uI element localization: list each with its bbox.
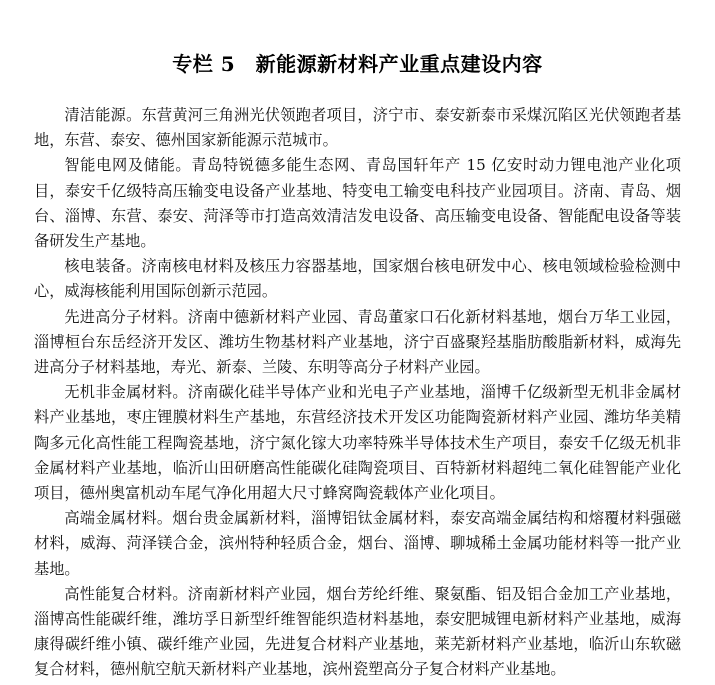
paragraph-high-performance-composites: 高性能复合材料。济南新材料产业园，烟台芳纶纤维、聚氨酯、铝及铝合金加工产业基地，淄博高性能碳纤维，潍坊孚日新型纤维智能织造材料基地，泰安肥城锂电新材料产业基地，威海康得碳纤维小镇、碳纤维产业园，先进复合材料产业基地，莱芜新材料产业基地，临沂山东软磁复合材料，德州航空航天新材料产业基地，滨州瓷塑高分子复合材料产业基地。 [34,584,681,679]
paragraph-inorganic-nonmetal-materials: 无机非金属材料。济南碳化硅半导体产业和光电子产业基地，淄博千亿级新型无机非金属材料产业基地，枣庄锂膜材料生产基地，东营经济技术开发区功能陶瓷新材料产业园、潍坊华美精陶多元化高性能工程陶瓷基地，济宁氮化镓大功率特殊半导体技术生产项目，泰安千亿级无机非金属材料产业基地，临沂山田研磨高性能碳化硅陶瓷项目、百特新材料超纯二氧化硅智能产业化项目，德州奥富机动车尾气净化用超大尺寸蜂窝陶瓷载体产业化项目。 [34,383,681,503]
page-title: 专栏 5 新能源新材料产业重点建设内容 [172,52,543,76]
paragraph-nuclear-equipment: 核电装备。济南核电材料及核压力容器基地，国家烟台核电研发中心、核电领域检验检测中心，威海核能利用国际创新示范园。 [34,257,681,301]
paragraph-advanced-polymer-materials: 先进高分子材料。济南中德新材料产业园、青岛董家口石化新材料基地，烟台万华工业园，淄博桓台东岳经济开发区、潍坊生物基材料产业基地，济宁百盛聚羟基脂肪酸脂新材料，威海先进高分子材料基地，寿光、新泰、兰陵、东明等高分子材料产业园。 [34,307,681,377]
paragraph-clean-energy: 清洁能源。东营黄河三角洲光伏领跑者项目，济宁市、泰安新泰市采煤沉陷区光伏领跑者基地，东营、泰安、德州国家新能源示范城市。 [34,106,681,150]
document-body [34,103,681,683]
paragraph-smart-grid-storage: 智能电网及储能。青岛特锐德多能生态网、青岛国轩年产 15 亿安时动力锂电池产业化项目，泰安千亿级特高压输变电设备产业基地、特变电工输变电科技产业园项目。济南、青岛、烟台、淄博、东营、泰安、菏泽等市打造高效清洁发电设备、高压输变电设备、智能配电设备等装备研发生产基地。 [34,156,681,251]
paragraph-high-end-metal-materials: 高端金属材料。烟台贵金属新材料，淄博铝钛金属材料，泰安高端金属结构和熔覆材料强磁材料，威海、菏泽镁合金，滨州特种轻质合金，烟台、淄博、聊城稀土金属功能材料等一批产业基地。 [34,509,681,578]
